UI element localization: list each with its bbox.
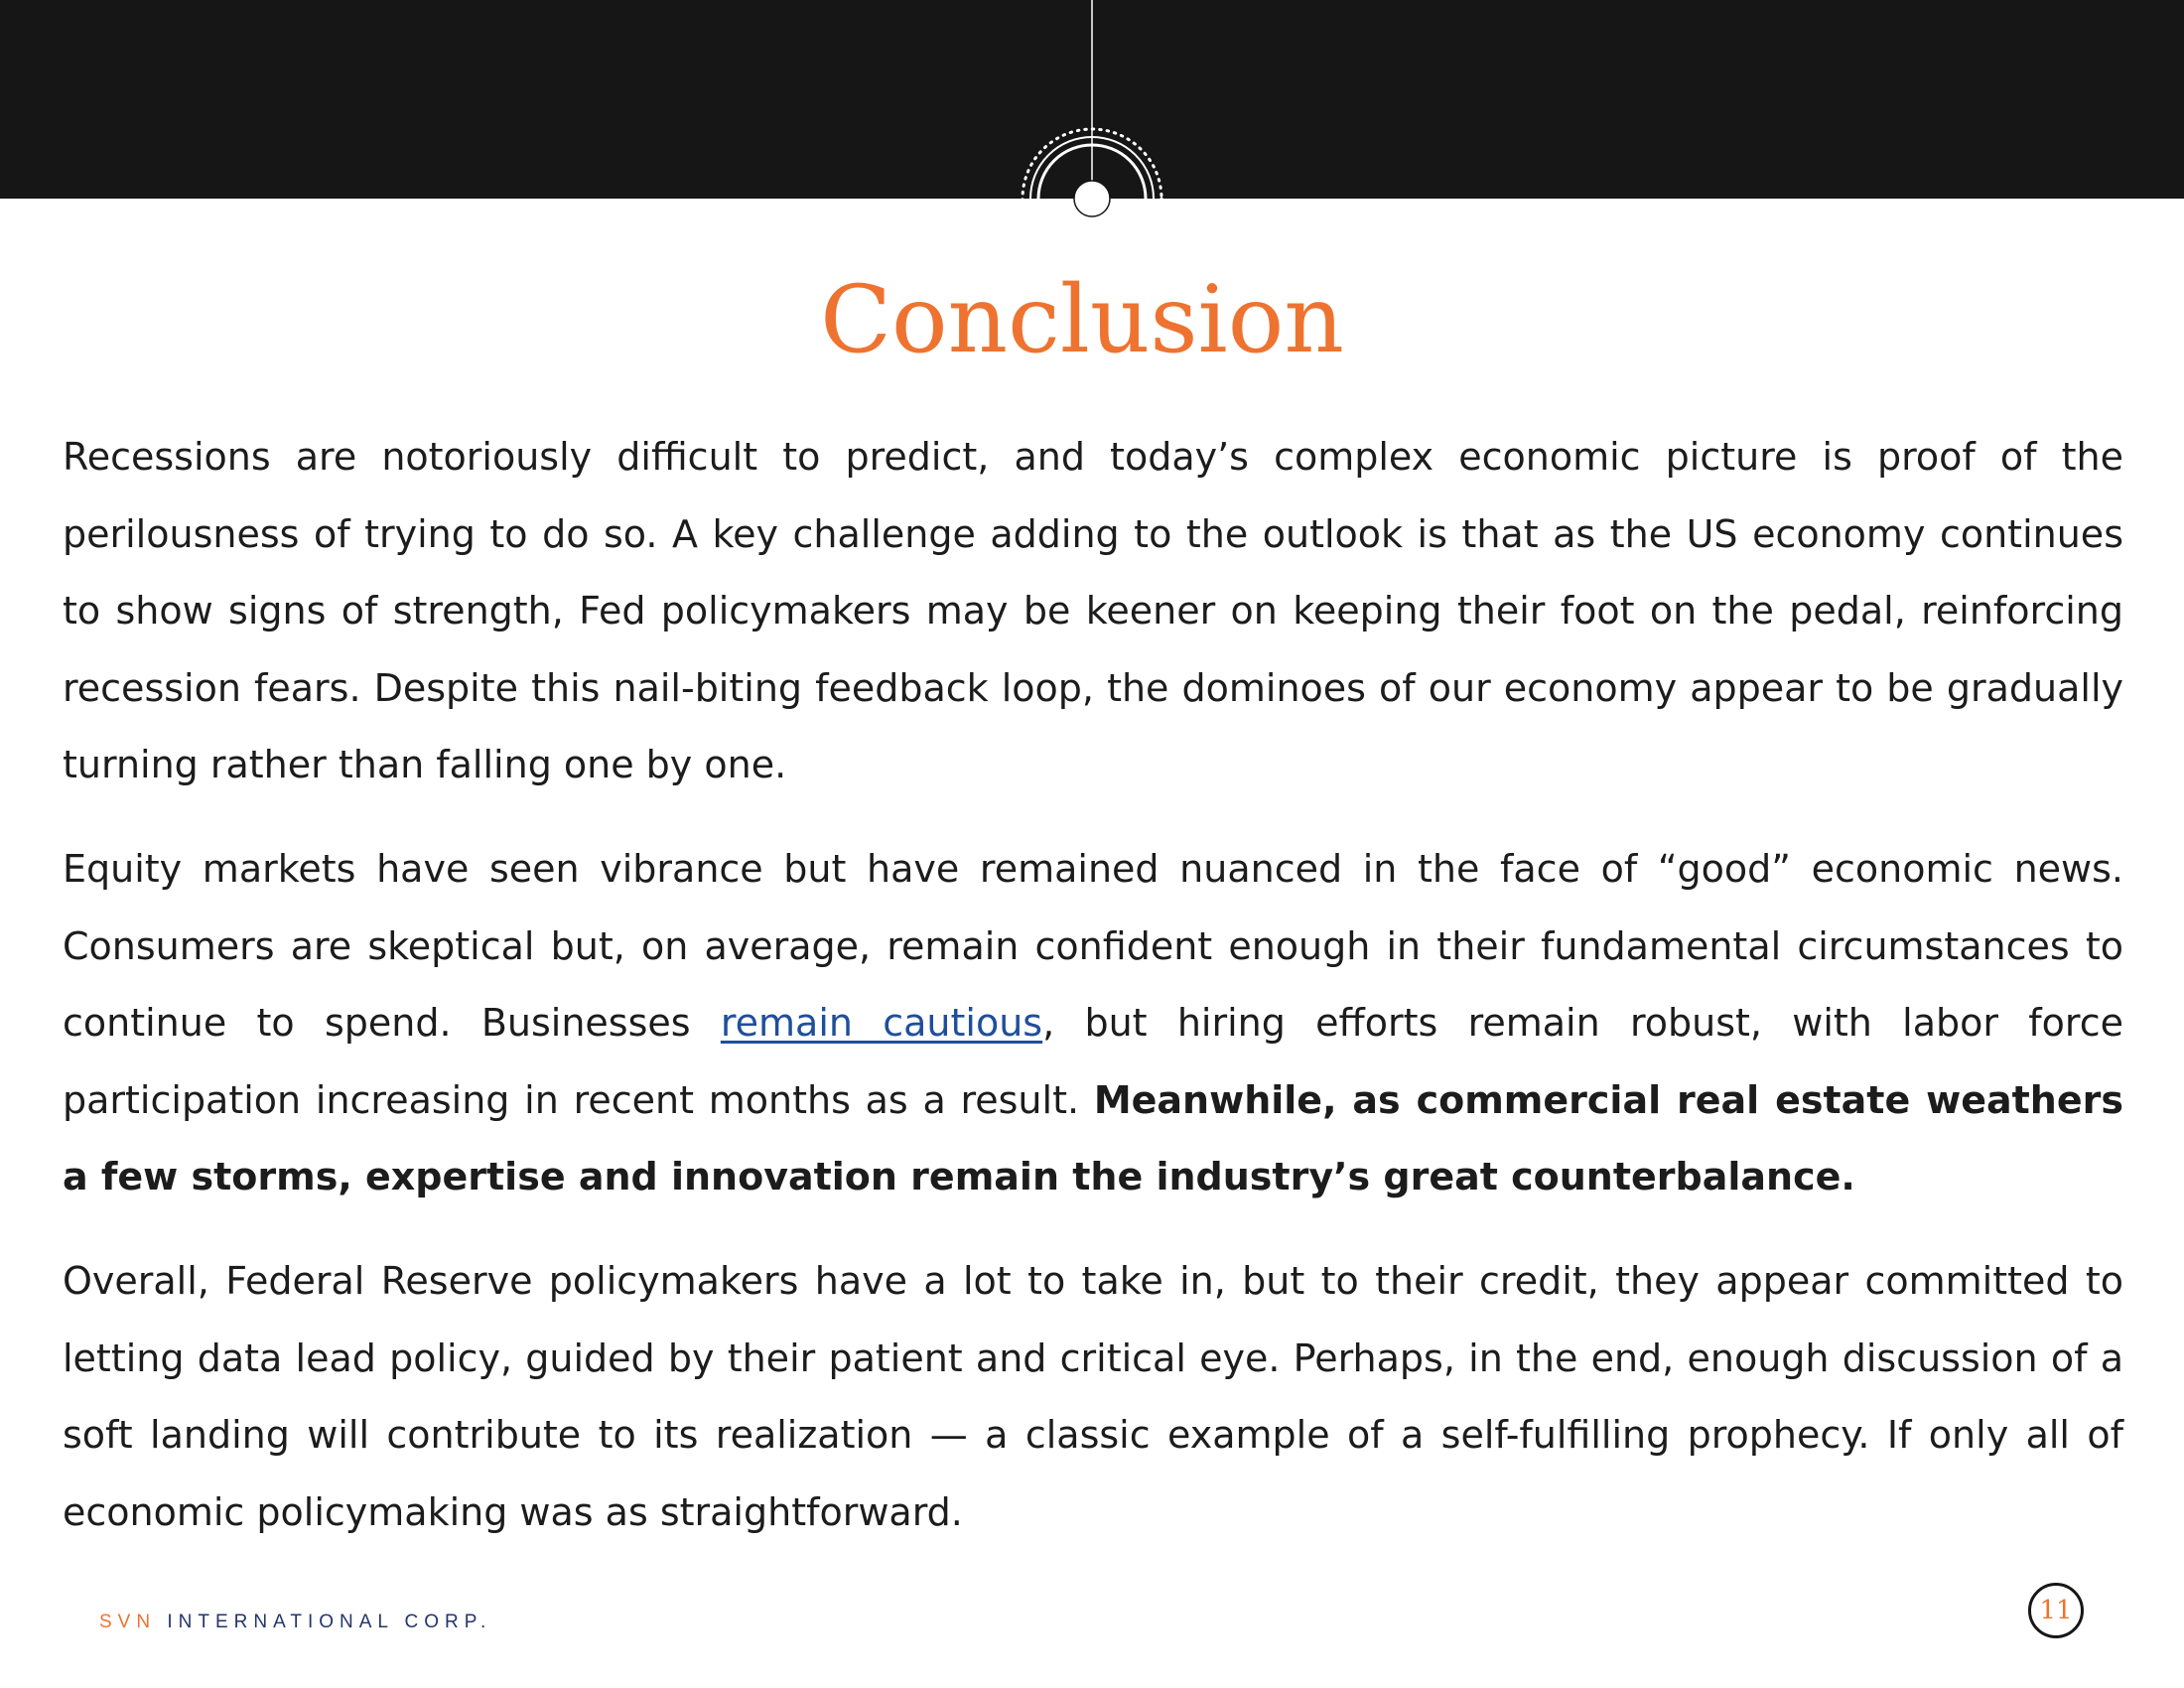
paragraph-3: Overall, Federal Reserve policymakers have a lot to take in, but to their credit, they appear committed to letting data lead policy, guided by their patient and critical eye. Perhaps, in the end, enough discussion of a soft landing will contribute to its realization — a classic example of a self-fulfilling prophecy. If only all of economic policymaking was as straightforward. <box>63 1258 2123 1534</box>
paragraph-2 <box>63 831 2123 1216</box>
paragraph-2-bold-text: Meanwhile, as commercial real estate weathers a few storms, expertise and innovation remain the industry’s great counterbalance. <box>63 1077 2123 1199</box>
paragraph-2-text: Equity markets have seen vibrance but have remained nuanced in the face of “good” economic news. Consumers are skeptical but, on average, remain confident enough in their fundamental circumstances to continue to spend. Businesses <box>63 846 2123 1046</box>
page-number: 11 <box>2028 1583 2084 1638</box>
page-title: Conclusion <box>820 266 1344 374</box>
brand-suffix: INTERNATIONAL CORP. <box>167 1612 492 1632</box>
paragraph-1: Recessions are notoriously difficult to predict, and today’s complex economic picture is proof of the perilousness of trying to do so. A key challenge adding to the outlook is that as the US economy continues to show signs of strength, Fed policymakers may be keener on keeping their foot on the pedal, reinforcing recession fears. Despite this nail-biting feedback loop, the dominoes of our economy appear to be gradually turning rather than falling one by one. <box>63 435 2123 787</box>
paragraph-2-text-continued: , but hiring efforts remain robust, with labor force participation increasing in recent months as a result. <box>63 1001 2123 1122</box>
brand-prefix: SVN <box>99 1612 157 1632</box>
article-body <box>63 419 2123 1578</box>
remain-cautious-link[interactable]: remain cautious <box>720 1001 1043 1046</box>
footer-brand <box>99 1612 491 1633</box>
target-ornament-icon <box>1013 0 1171 223</box>
